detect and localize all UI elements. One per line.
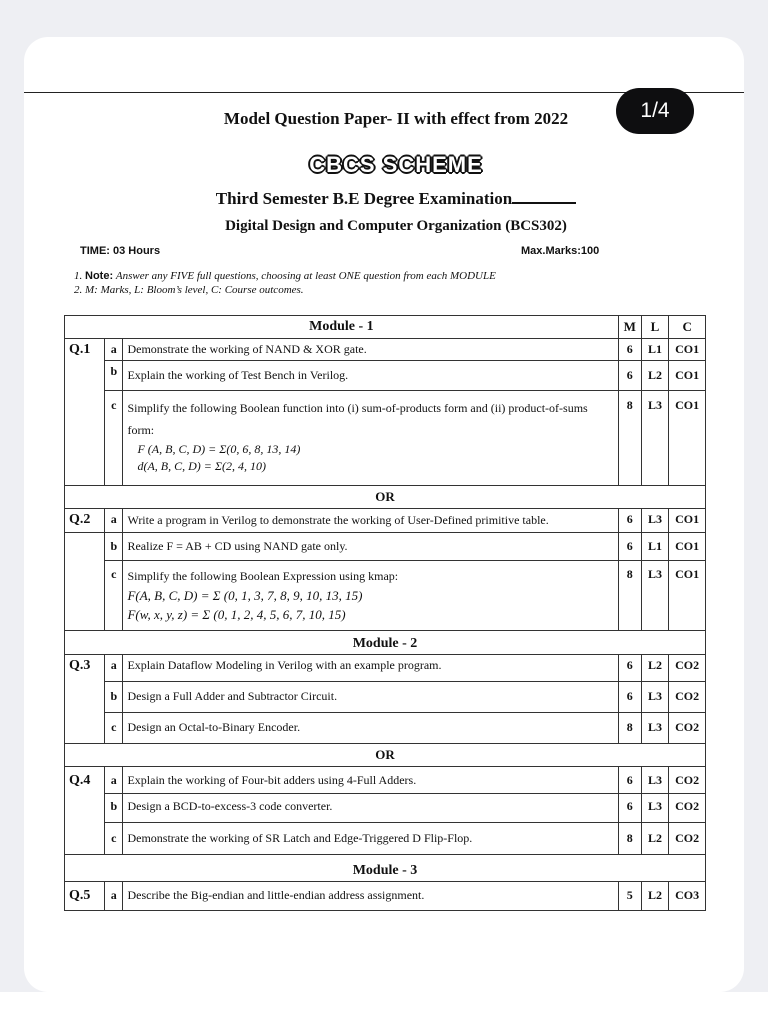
table-row [65,823,706,855]
equation: F (A, B, C, D) = Σ(0, 6, 8, 13, 14) [137,442,301,456]
question-text: Realize F = AB + CD using NAND gate only. [123,533,618,561]
level-value: L2 [641,823,669,855]
table-row [65,713,706,744]
marks-value: 6 [618,767,641,794]
table-row [65,655,706,682]
table-row [65,391,706,486]
outcome-value: CO2 [669,767,706,794]
bottom-strip [0,992,768,1024]
sub-question-label: a [105,339,123,361]
question-table [64,315,706,911]
question-cell [123,391,618,486]
question-number: Q.3 [65,655,105,744]
equation: F(w, x, y, z) = Σ (0, 1, 2, 4, 5, 6, 7, 10, 15) [127,607,346,622]
level-value: L3 [641,682,669,713]
document-page [24,37,744,992]
max-marks-label: Max.Marks:100 [521,245,600,257]
marks-value: 6 [618,682,641,713]
question-text: Describe the Big-endian and little-endian address assignment. [123,882,618,911]
marks-value: 8 [618,391,641,486]
level-column-header: L [641,316,669,339]
question-text: Explain the working of Test Bench in Verilog. [123,361,618,391]
marks-value: 8 [618,823,641,855]
outcome-value: CO1 [669,561,706,631]
note-1 [74,269,496,283]
sub-question-label: c [105,823,123,855]
time-label: TIME: 03 Hours [80,245,161,257]
table-row [65,509,706,533]
instructions [74,269,496,297]
sub-question-label: a [105,882,123,911]
marks-value: 8 [618,561,641,631]
question-number: Q.4 [65,767,105,855]
question-text: Demonstrate the working of NAND & XOR gate. [123,339,618,361]
marks-value: 5 [618,882,641,911]
page-indicator-badge: 1/4 [616,88,694,134]
outcome-value: CO1 [669,361,706,391]
scheme-title: CBCS SCHEME [309,152,483,177]
level-value: L1 [641,339,669,361]
question-text: Explain Dataflow Modeling in Verilog with an example program. [123,655,618,682]
table-row [65,561,706,631]
question-number: Q.2 [65,509,105,533]
outcome-value: CO1 [669,391,706,486]
level-value: L3 [641,713,669,744]
table-row [65,361,706,391]
sub-question-label: c [105,713,123,744]
level-value: L3 [641,794,669,823]
marks-column-header: M [618,316,641,339]
module-3-header-row [65,855,706,882]
sub-question-label: b [105,682,123,713]
outcome-value: CO3 [669,882,706,911]
table-row [65,339,706,361]
table-row [65,533,706,561]
note-1-label: Note: [85,270,114,282]
question-text: Design a BCD-to-excess-3 code converter. [123,794,618,823]
question-number: Q.1 [65,339,105,486]
exam-title-text: Third Semester B.E Degree Examination [215,189,513,208]
note-1-number: 1. [74,270,83,282]
question-text: Simplify the following Boolean Expression using kmap: [127,569,399,583]
or-row [65,744,706,767]
outcome-value: CO1 [669,339,706,361]
question-cell [123,561,618,631]
sub-question-label: b [105,533,123,561]
outcome-value: CO2 [669,823,706,855]
marks-value: 6 [618,361,641,391]
blank-underline [512,188,576,204]
note-2 [74,283,496,297]
level-value: L3 [641,561,669,631]
level-value: L3 [641,509,669,533]
sub-question-label: a [105,767,123,794]
level-value: L1 [641,533,669,561]
marks-value: 6 [618,339,641,361]
sub-question-label: b [105,794,123,823]
question-text: Design a Full Adder and Subtractor Circuit. [123,682,618,713]
paper-title: Model Question Paper- II with effect from 2022 [223,109,569,128]
outcome-value: CO2 [669,794,706,823]
table-row [65,767,706,794]
outcome-value: CO2 [669,682,706,713]
outcome-value: CO2 [669,655,706,682]
question-text: Design an Octal-to-Binary Encoder. [123,713,618,744]
exam-title [24,188,744,209]
note-1-text: Answer any FIVE full questions, choosing at least ONE question from each MODULE [115,270,496,282]
question-number-spacer [65,533,105,631]
subject-title: Digital Design and Computer Organization (BCS302) [225,218,567,234]
module-1-heading: Module - 1 [65,316,619,339]
level-value: L2 [641,882,669,911]
note-2-number: 2. [74,284,83,296]
sub-question-label: a [105,509,123,533]
or-row [65,486,706,509]
sub-question-label: c [105,391,123,486]
level-value: L2 [641,361,669,391]
equation: F(A, B, C, D) = Σ (0, 1, 3, 7, 8, 9, 10, 13, 15) [127,588,363,603]
question-number: Q.5 [65,882,105,911]
outcome-value: CO1 [669,533,706,561]
marks-value: 8 [618,713,641,744]
sub-question-label: c [105,561,123,631]
marks-value: 6 [618,533,641,561]
question-text: Demonstrate the working of SR Latch and Edge-Triggered D Flip-Flop. [123,823,618,855]
or-separator: OR [65,486,706,509]
table-row [65,794,706,823]
note-2-text: M: Marks, L: Bloom’s level, C: Course outcomes. [85,284,304,296]
outcome-column-header: C [669,316,706,339]
module-2-heading: Module - 2 [65,631,706,655]
question-text: Write a program in Verilog to demonstrate the working of User-Defined primitive table. [123,509,618,533]
level-value: L2 [641,655,669,682]
marks-value: 6 [618,655,641,682]
module-2-header-row [65,631,706,655]
marks-value: 6 [618,794,641,823]
sub-question-label: b [105,361,123,391]
module-3-heading: Module - 3 [65,855,706,882]
or-separator: OR [65,744,706,767]
level-value: L3 [641,391,669,486]
marks-value: 6 [618,509,641,533]
equation: d(A, B, C, D) = Σ(2, 4, 10) [137,459,267,473]
level-value: L3 [641,767,669,794]
table-row [65,682,706,713]
question-text: Explain the working of Four-bit adders using 4-Full Adders. [123,767,618,794]
outcome-value: CO1 [669,509,706,533]
sub-question-label: a [105,655,123,682]
table-row [65,882,706,911]
outcome-value: CO2 [669,713,706,744]
module-1-header-row [65,316,706,339]
question-text: Simplify the following Boolean function into (i) sum-of-products form and (ii) product-of-sums form: [127,401,588,437]
